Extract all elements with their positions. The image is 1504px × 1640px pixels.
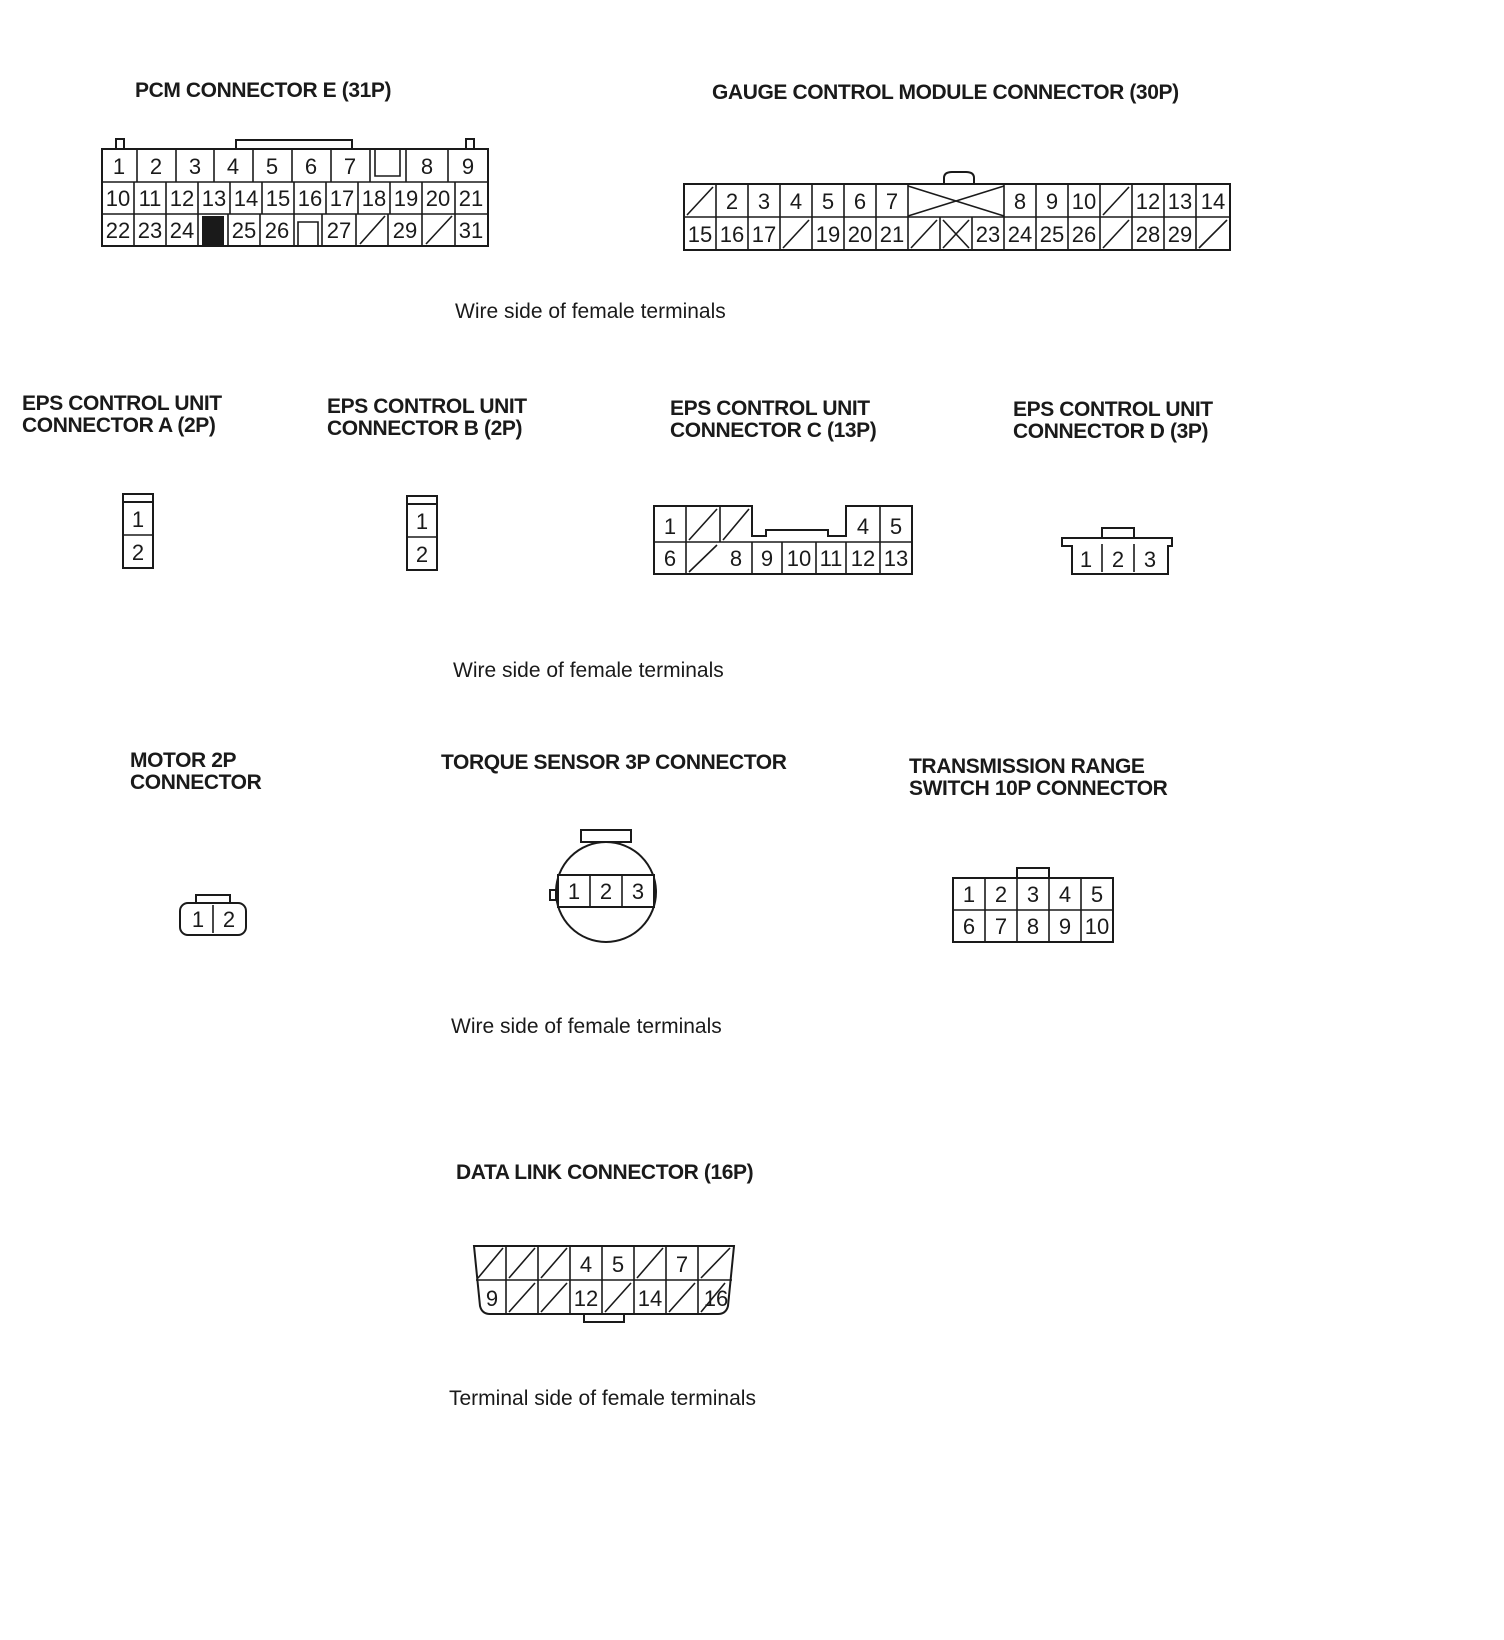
pin-label: 7: [675, 1252, 689, 1277]
torque-sensor-connector-diagram: [546, 828, 668, 944]
pin-label: 1: [567, 879, 581, 904]
pin-label: 18: [361, 186, 387, 211]
caption-wire-side-2: Wire side of female terminals: [453, 659, 724, 682]
pin-label: 12: [850, 546, 876, 571]
pin-label: 5: [889, 514, 903, 539]
pin-label: 2: [149, 154, 163, 179]
pin-label: 2: [725, 189, 739, 214]
motor-connector-title: MOTOR 2P CONNECTOR: [130, 749, 262, 794]
pin-label: 11: [138, 186, 162, 211]
pin-label: 26: [1071, 222, 1097, 247]
pin-label: 8: [1013, 189, 1027, 214]
pin-label: 13: [201, 186, 227, 211]
pin-label: 1: [112, 154, 126, 179]
pin-label: 27: [326, 218, 352, 243]
caption-wire-side-1: Wire side of female terminals: [455, 300, 726, 323]
pin-label: 22: [105, 218, 131, 243]
pin-label: 4: [1058, 882, 1072, 907]
pin-label: 6: [962, 914, 976, 939]
pin-label: 29: [392, 218, 418, 243]
pin-label: 1: [131, 507, 145, 532]
pin-label: 1: [663, 514, 677, 539]
pin-label: 2: [222, 907, 236, 932]
pin-label: 1: [962, 882, 976, 907]
pin-label: 14: [637, 1286, 663, 1311]
pin-label: 2: [599, 879, 613, 904]
pin-label: 13: [1167, 189, 1193, 214]
pin-label: 16: [703, 1286, 729, 1311]
pin-label: 10: [105, 186, 131, 211]
pin-label: 10: [1071, 189, 1097, 214]
pin-label: 7: [885, 189, 899, 214]
pcm-connector-e-diagram: [100, 138, 490, 248]
pin-label: 12: [169, 186, 195, 211]
pin-label: 1: [1079, 547, 1093, 572]
pin-label: 6: [304, 154, 318, 179]
eps-connector-d-title: EPS CONTROL UNIT CONNECTOR D (3P): [1013, 398, 1213, 443]
caption-wire-side-3: Wire side of female terminals: [451, 1015, 722, 1038]
motor-connector-diagram: [178, 893, 248, 937]
pin-label: 9: [461, 154, 475, 179]
pin-label: 6: [853, 189, 867, 214]
pin-label: 5: [821, 189, 835, 214]
pin-label: 5: [611, 1252, 625, 1277]
pin-label: 9: [1045, 189, 1059, 214]
pin-label: 21: [879, 222, 905, 247]
pin-label: 25: [231, 218, 257, 243]
pin-label: 13: [883, 546, 909, 571]
pin-label: 24: [1007, 222, 1033, 247]
pin-label: 3: [757, 189, 771, 214]
pin-label: 3: [1026, 882, 1040, 907]
pin-label: 24: [169, 218, 195, 243]
pin-label: 20: [425, 186, 451, 211]
eps-connector-d-diagram: [1060, 526, 1174, 578]
transmission-range-switch-title: TRANSMISSION RANGE SWITCH 10P CONNECTOR: [909, 755, 1168, 800]
pin-label: 5: [265, 154, 279, 179]
pin-label: 9: [485, 1286, 499, 1311]
pin-label: 4: [789, 189, 803, 214]
pin-label: 23: [137, 218, 163, 243]
pin-label: 2: [131, 540, 145, 565]
pin-label: 7: [994, 914, 1008, 939]
torque-sensor-connector-title: TORQUE SENSOR 3P CONNECTOR: [441, 751, 787, 774]
pin-label: 8: [1026, 914, 1040, 939]
eps-connector-a-title: EPS CONTROL UNIT CONNECTOR A (2P): [22, 392, 222, 437]
pin-label: 4: [856, 514, 870, 539]
eps-connector-b-diagram: [405, 494, 439, 574]
pin-label: 21: [458, 186, 484, 211]
pin-label: 14: [1200, 189, 1226, 214]
pcm-connector-e-title: PCM CONNECTOR E (31P): [135, 79, 392, 102]
data-link-connector-diagram: [470, 1242, 738, 1326]
pin-label: 17: [329, 186, 355, 211]
pin-label: 11: [819, 546, 843, 571]
pin-label: 3: [188, 154, 202, 179]
pin-label: 7: [343, 154, 357, 179]
pin-label: 8: [420, 154, 434, 179]
pin-label: 26: [264, 218, 290, 243]
pin-label: 10: [1084, 914, 1110, 939]
pin-label: 14: [233, 186, 259, 211]
pin-label: 16: [719, 222, 745, 247]
pin-label: 17: [751, 222, 777, 247]
pin-label: 1: [191, 907, 205, 932]
pin-label: 16: [297, 186, 323, 211]
pin-label: 25: [1039, 222, 1065, 247]
pin-label: 12: [1135, 189, 1161, 214]
pin-label: 3: [1143, 547, 1157, 572]
gauge-connector-diagram: [682, 170, 1232, 254]
pin-label: 8: [729, 546, 743, 571]
caption-terminal-side: Terminal side of female terminals: [449, 1387, 756, 1410]
pin-label: 5: [1090, 882, 1104, 907]
pin-label: 23: [975, 222, 1001, 247]
data-link-connector-title: DATA LINK CONNECTOR (16P): [456, 1161, 754, 1184]
pin-label: 4: [579, 1252, 593, 1277]
pin-label: 2: [1111, 547, 1125, 572]
eps-connector-b-title: EPS CONTROL UNIT CONNECTOR B (2P): [327, 395, 527, 440]
pin-label: 2: [994, 882, 1008, 907]
pin-label: 19: [393, 186, 419, 211]
transmission-range-switch-diagram: [951, 866, 1115, 946]
pin-label: 31: [458, 218, 484, 243]
gauge-connector-title: GAUGE CONTROL MODULE CONNECTOR (30P): [712, 81, 1179, 104]
pin-label: 20: [847, 222, 873, 247]
eps-connector-a-diagram: [121, 492, 155, 572]
pin-label: 10: [786, 546, 812, 571]
pin-label: 15: [265, 186, 291, 211]
pin-label: 2: [415, 542, 429, 567]
pin-label: 3: [631, 879, 645, 904]
eps-connector-c-title: EPS CONTROL UNIT CONNECTOR C (13P): [670, 397, 877, 442]
pin-label: 4: [226, 154, 240, 179]
pin-label: 28: [1135, 222, 1161, 247]
pin-label: 29: [1167, 222, 1193, 247]
eps-connector-c-diagram: [652, 504, 914, 576]
pin-label: 1: [415, 509, 429, 534]
pin-label: 6: [663, 546, 677, 571]
pin-label: 12: [573, 1286, 599, 1311]
pin-label: 9: [760, 546, 774, 571]
pin-label: 9: [1058, 914, 1072, 939]
pin-label: 19: [815, 222, 841, 247]
pin-label: 15: [687, 222, 713, 247]
